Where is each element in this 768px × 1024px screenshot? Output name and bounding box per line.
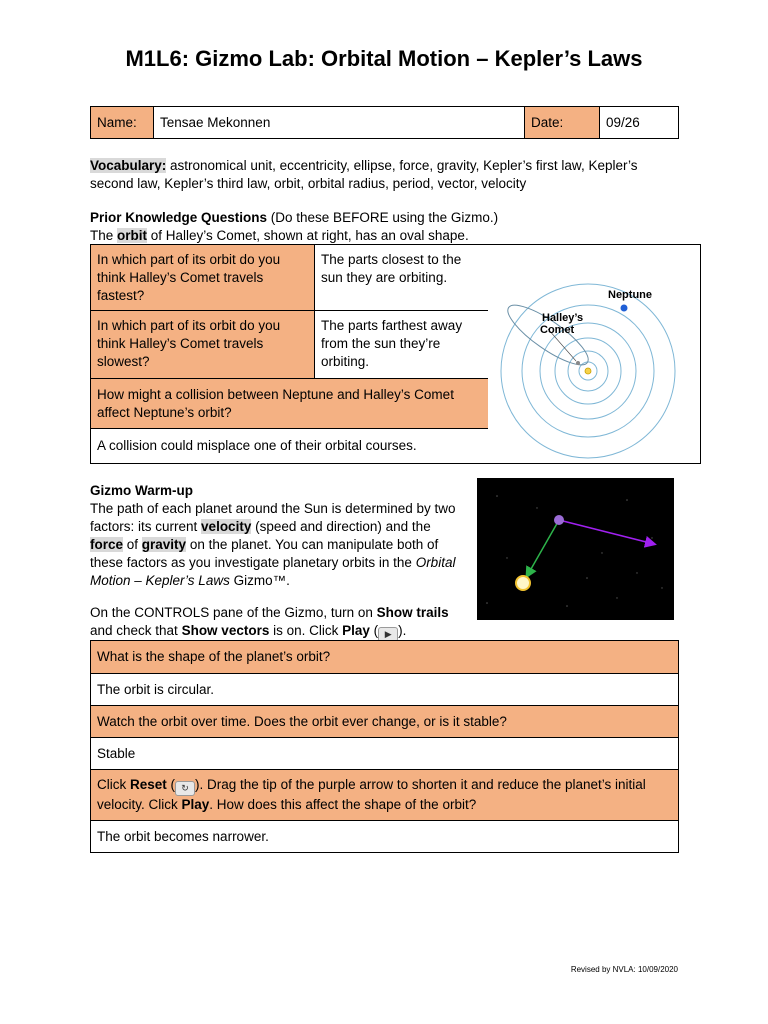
warmup-question-1: What is the shape of the planet’s orbit? [91, 641, 679, 674]
date-field[interactable]: 09/26 [600, 107, 679, 139]
warmup-p2-c: is on. Click [269, 623, 343, 638]
pk-question-1: In which part of its orbit do you think Halley’s Comet travels fastest? [91, 245, 315, 311]
starfield [486, 495, 663, 607]
warmup-answer-3[interactable]: The orbit becomes narrower. [91, 821, 679, 853]
force-vector [527, 520, 559, 576]
date-label: Date: [525, 107, 600, 139]
prior-knowledge-note: (Do these BEFORE using the Gizmo.) [267, 210, 499, 225]
prior-knowledge-intro [90, 227, 690, 245]
gizmo-vector-screenshot [477, 478, 674, 620]
name-date-table [90, 106, 679, 139]
reset-icon: ↻ [175, 781, 195, 796]
warmup-paragraph-1 [90, 500, 462, 590]
q3-play-label: Play [181, 797, 210, 812]
planet-icon[interactable] [554, 515, 564, 525]
orbit-diagram-svg [488, 245, 700, 463]
vocabulary-label: Vocabulary: [90, 158, 167, 173]
prior-knowledge-heading [90, 209, 690, 227]
warmup-p2-e: ). [398, 623, 407, 638]
name-field[interactable]: Tensae Mekonnen [154, 107, 525, 139]
term-force: force [90, 537, 124, 552]
warmup-p1-d: on the planet. You can manipulate both of these factors as you investigate planetary orbits in the [90, 537, 439, 570]
pk-answer-3[interactable]: A collision could misplace one of their orbital courses. [91, 429, 489, 464]
intro-text-post: of Halley’s Comet, shown at right, has an oval shape. [147, 228, 469, 243]
play-label: Play [342, 623, 370, 638]
q3-text-d: . How does this affect the shape of the orbit? [209, 797, 477, 812]
prior-knowledge-title: Prior Knowledge Questions [90, 210, 268, 225]
warmup-p2-b: and check that [90, 623, 182, 638]
warmup-p2-d: ( [369, 623, 379, 638]
pk-answer-2[interactable]: The parts farthest away from the sun they’re orbiting. [315, 311, 489, 379]
play-icon: ▶ [378, 627, 398, 642]
revision-footer: Revised by NVLA: 10/09/2020 [570, 965, 678, 974]
neptune-icon [621, 305, 628, 312]
pk-answer-1[interactable]: The parts closest to the sun they are orbiting. [315, 245, 489, 311]
halley-orbit-diagram [488, 244, 701, 464]
warmup-question-2: Watch the orbit over time. Does the orbit ever change, or is it stable? [91, 706, 679, 738]
warmup-p1-b: (speed and direction) and the [251, 519, 431, 534]
halley-label-line1: Halley’s [542, 312, 584, 324]
sun-icon [516, 576, 530, 590]
warmup-p2-a: On the CONTROLS pane of the Gizmo, turn on [90, 605, 377, 620]
vocabulary-paragraph [90, 157, 680, 193]
name-label: Name: [91, 107, 154, 139]
prior-knowledge-table [90, 244, 489, 464]
warmup-table [90, 640, 679, 853]
gizmo-name: Orbital Motion – Kepler’s Laws [90, 555, 456, 588]
warmup-answer-1[interactable]: The orbit is circular. [91, 674, 679, 706]
warmup-p1-a: The path of each planet around the Sun is determined by two factors: its current [90, 501, 456, 534]
vector-screenshot-svg [477, 478, 674, 620]
warmup-heading [90, 482, 193, 500]
warmup-p1-e: Gizmo™. [229, 573, 290, 588]
warmup-title: Gizmo Warm-up [90, 483, 193, 498]
intro-term-orbit: orbit [117, 228, 148, 243]
intro-text-pre: The [90, 228, 118, 243]
q3-text-a: Click [97, 777, 130, 792]
q3-text-c: ). Drag the tip of the purple arrow to shorten it and reduce the planet’s initial velocity. Click [97, 777, 646, 812]
pk-question-3: How might a collision between Neptune and Halley’s Comet affect Neptune’s orbit? [91, 379, 489, 429]
q3-text-b: ( [166, 777, 176, 792]
warmup-question-3 [91, 770, 679, 821]
vocabulary-text: astronomical unit, eccentricity, ellipse, force, gravity, Kepler’s first law, Kepler’s second law, Kepler’s third law, orbit, orbital radius, period, vector, velocity [90, 158, 638, 191]
page-title: M1L6: Gizmo Lab: Orbital Motion – Kepler’s Laws [125, 46, 643, 71]
warmup-answer-2[interactable]: Stable [91, 738, 679, 770]
show-vectors-label: Show vectors [181, 623, 270, 638]
reset-label: Reset [130, 777, 167, 792]
pk-question-2: In which part of its orbit do you think Halley’s Comet travels slowest? [91, 311, 315, 379]
sun-icon [585, 368, 591, 374]
show-trails-label: Show trails [376, 605, 449, 620]
halley-label-line2: Comet [540, 324, 575, 336]
velocity-vector[interactable] [559, 520, 654, 544]
term-velocity: velocity [201, 519, 252, 534]
term-gravity: gravity [141, 537, 187, 552]
warmup-p1-c: of [123, 537, 142, 552]
neptune-label: Neptune [608, 289, 652, 301]
warmup-paragraph-2 [90, 604, 470, 642]
comet-icon [576, 361, 580, 365]
